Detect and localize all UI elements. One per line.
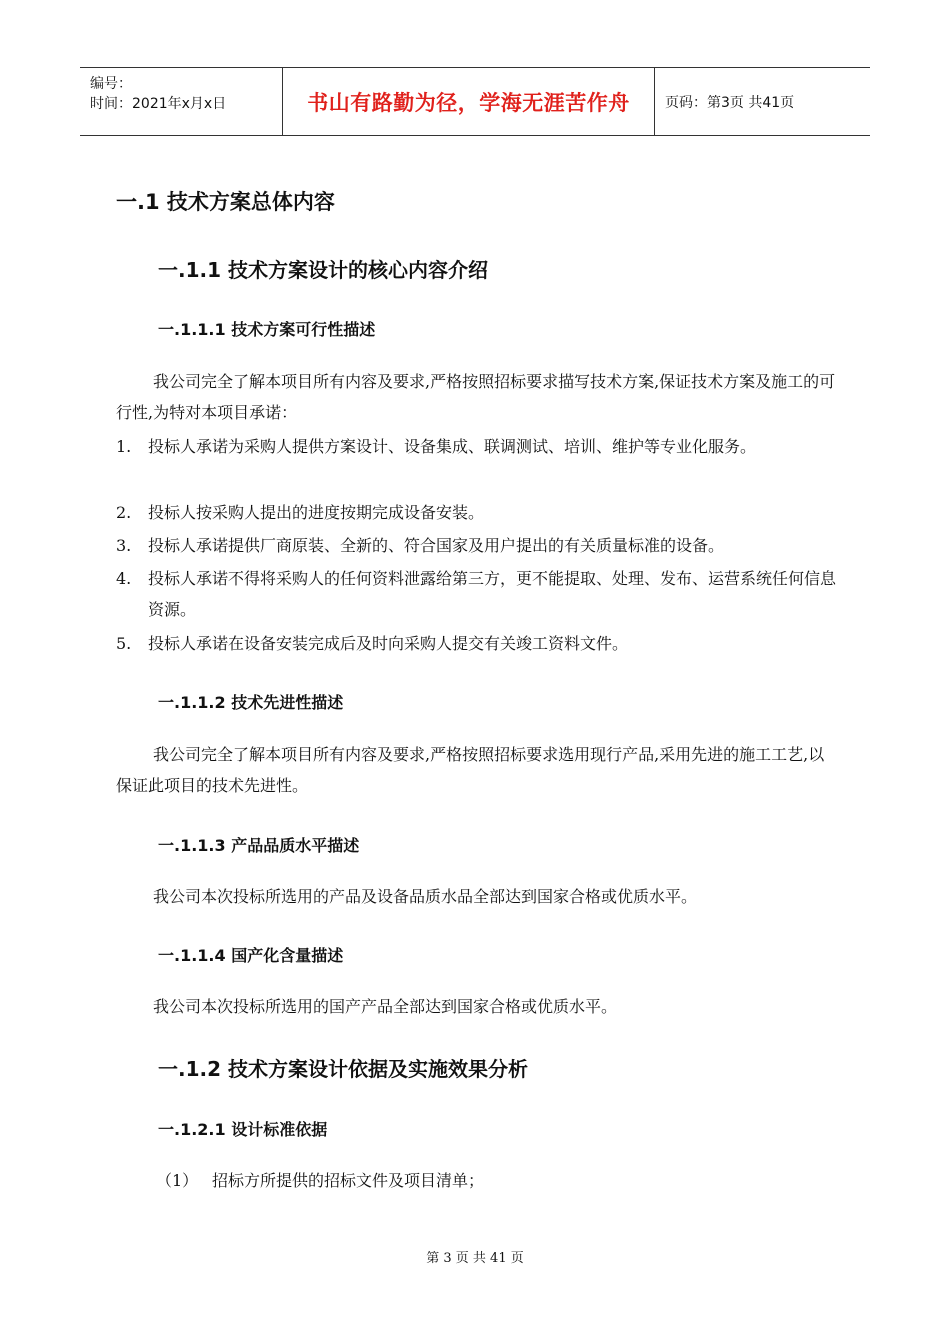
list-item	[116, 1165, 838, 1196]
header-motto: 书山有路勤为径，学海无涯苦作舟	[307, 90, 630, 115]
list-item	[116, 530, 838, 561]
section-heading-1-2-1: 一.1.2.1 设计标准依据	[158, 1120, 328, 1139]
section-heading-1-1-2: 一.1.1.2 技术先进性描述	[158, 693, 344, 712]
section-heading-1-1-4: 一.1.1.4 国产化含量描述	[158, 946, 344, 965]
list-item-text: 投标人承诺提供厂商原装、全新的、符合国家及用户提出的有关质量标准的设备。	[148, 536, 725, 555]
list-item-text: 投标人按采购人提出的进度按期完成设备安装。	[148, 503, 485, 522]
list-item-text: 投标人承诺不得将采购人的任何资料泄露给第三方，更不能提取、处理、发布、运营系统任何信息资源。	[148, 569, 837, 619]
paragraph-advancement: 我公司完全了解本项目所有内容及要求,严格按照招标要求选用现行产品,采用先进的施工工艺,以保证此项目的技术先进性。	[116, 745, 825, 795]
list-item-text: 招标方所提供的招标文件及项目清单；	[212, 1171, 485, 1190]
document-number-label: 编号：	[90, 76, 132, 92]
header-page-label: 页码：第3页 共41页	[665, 94, 795, 111]
header-left-cell	[80, 68, 282, 135]
list-item	[116, 563, 838, 625]
list-item-text: 投标人承诺为采购人提供方案设计、设备集成、联调测试、培训、维护等专业化服务。	[148, 437, 757, 456]
list-item-number: 3.	[116, 536, 132, 555]
header-page-cell	[655, 68, 870, 135]
section-heading-1-2: 一.1.2 技术方案设计依据及实施效果分析	[158, 1057, 528, 1081]
document-date-label: 时间：2021年x月x日	[90, 96, 227, 112]
list-item-number: 4.	[116, 569, 132, 588]
list-item-number: 5.	[116, 634, 132, 653]
section-heading-1-1: 一.1.1 技术方案设计的核心内容介绍	[158, 258, 488, 282]
header-motto-cell	[282, 68, 655, 135]
paragraph-quality: 我公司本次投标所选用的产品及设备品质水品全部达到国家合格或优质水平。	[153, 887, 698, 906]
list-item-number: 1.	[116, 437, 132, 456]
paragraph-feasibility: 我公司完全了解本项目所有内容及要求,严格按照招标要求描写技术方案,保证技术方案及施工的可行性,为特对本项目承诺：	[116, 372, 836, 422]
list-item	[116, 431, 838, 462]
section-heading-1-1-1: 一.1.1.1 技术方案可行性描述	[158, 320, 376, 339]
page-footer: 第 3 页 共 41 页	[426, 1251, 524, 1266]
list-item	[116, 497, 838, 528]
list-item-number: 2.	[116, 503, 132, 522]
list-item-number: （1）	[156, 1171, 199, 1190]
list-item-text: 投标人承诺在设备安装完成后及时向采购人提交有关竣工资料文件。	[148, 634, 629, 653]
list-item	[116, 628, 838, 659]
paragraph-localization: 我公司本次投标所选用的国产产品全部达到国家合格或优质水平。	[153, 997, 618, 1016]
section-heading-1-1-3: 一.1.1.3 产品品质水平描述	[158, 836, 360, 855]
header-table	[80, 67, 870, 136]
section-heading-1: 一.1 技术方案总体内容	[116, 190, 335, 214]
